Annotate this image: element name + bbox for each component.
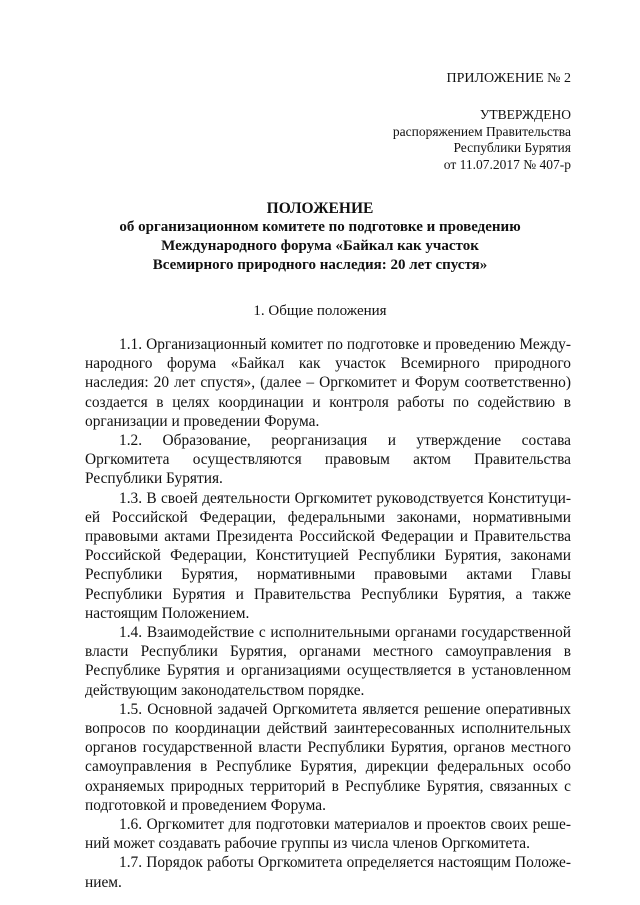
paragraph: 1.7. Порядок работы Оргкомитета определяется настоящим Положением. bbox=[85, 854, 571, 891]
paragraph: 1.3. В своей деятельности Оргкомитет руководствуется Конституцией Российской Федерации, федеральными законами, нормативными правовыми актами Президента Российской Федерации и Правительства Российской Федерации, Конституцией Республики Бурятия, законами Республики Бурятия, нормативными правовыми актами Главы Республики Бурятия и Правительства Республики Бурятия, а также настоящим Положением. bbox=[85, 489, 571, 622]
paragraph: 1.2. Образование, реорганизация и утверждение состава Оргкомитета осуществляются правовым актом Правительства Республики Бурятия. bbox=[85, 432, 571, 488]
document-title bbox=[70, 199, 570, 275]
section-heading: 1. Общие положения bbox=[253, 303, 387, 319]
paragraph: 1.6. Оргкомитет для подготовки материалов и проектов своих решений может создавать рабочие группы из числа членов Оргкомитета. bbox=[85, 816, 571, 853]
title-line: Международного форума «Байкал как участок bbox=[161, 238, 479, 254]
title-line: об организационном комитете по подготовке и проведению bbox=[119, 219, 521, 235]
approval-stamp bbox=[271, 107, 571, 173]
paragraph: 1.5. Основной задачей Оргкомитета является решение оперативных вопросов по координации действий заинтересованных исполнительных органов государственной власти Республики Бурятия, органов местного самоуправления в Республике Бурятия, дирекции федеральных особо охраняемых природных территорий в Республике Бурятия, связанных с подготовкой и проведением Форума. bbox=[85, 700, 571, 814]
title-line: Всемирного природного наследия: 20 лет спустя» bbox=[152, 257, 488, 273]
paragraph: 1.1. Организационный комитет по подготовке и проведению Международного форума «Байкал как участок Всемирного природного наследия: 20 лет спустя», (далее – Оргкомитет и Форум соответственно) создается в целях координации и контроля работы по содействию в организации и проведении Форума. bbox=[85, 336, 571, 430]
approval-line: Республики Бурятия bbox=[453, 140, 571, 155]
paragraph: 1.4. Взаимодействие с исполнительными органами государственной власти Республики Бурятия, органами местного самоуправления в Республике Бурятия и организациями осуществляется в установленном действующим законодательством порядке. bbox=[85, 624, 571, 699]
approval-line: от 11.07.2017 № 407-р bbox=[443, 156, 571, 172]
approval-line: распоряжением Правительства bbox=[392, 123, 571, 139]
title-line: ПОЛОЖЕНИЕ bbox=[266, 200, 374, 217]
approval-line: УТВЕРЖДЕНО bbox=[479, 107, 571, 122]
document-body bbox=[85, 335, 571, 892]
annex-label: ПРИЛОЖЕНИЕ № 2 bbox=[446, 71, 571, 86]
